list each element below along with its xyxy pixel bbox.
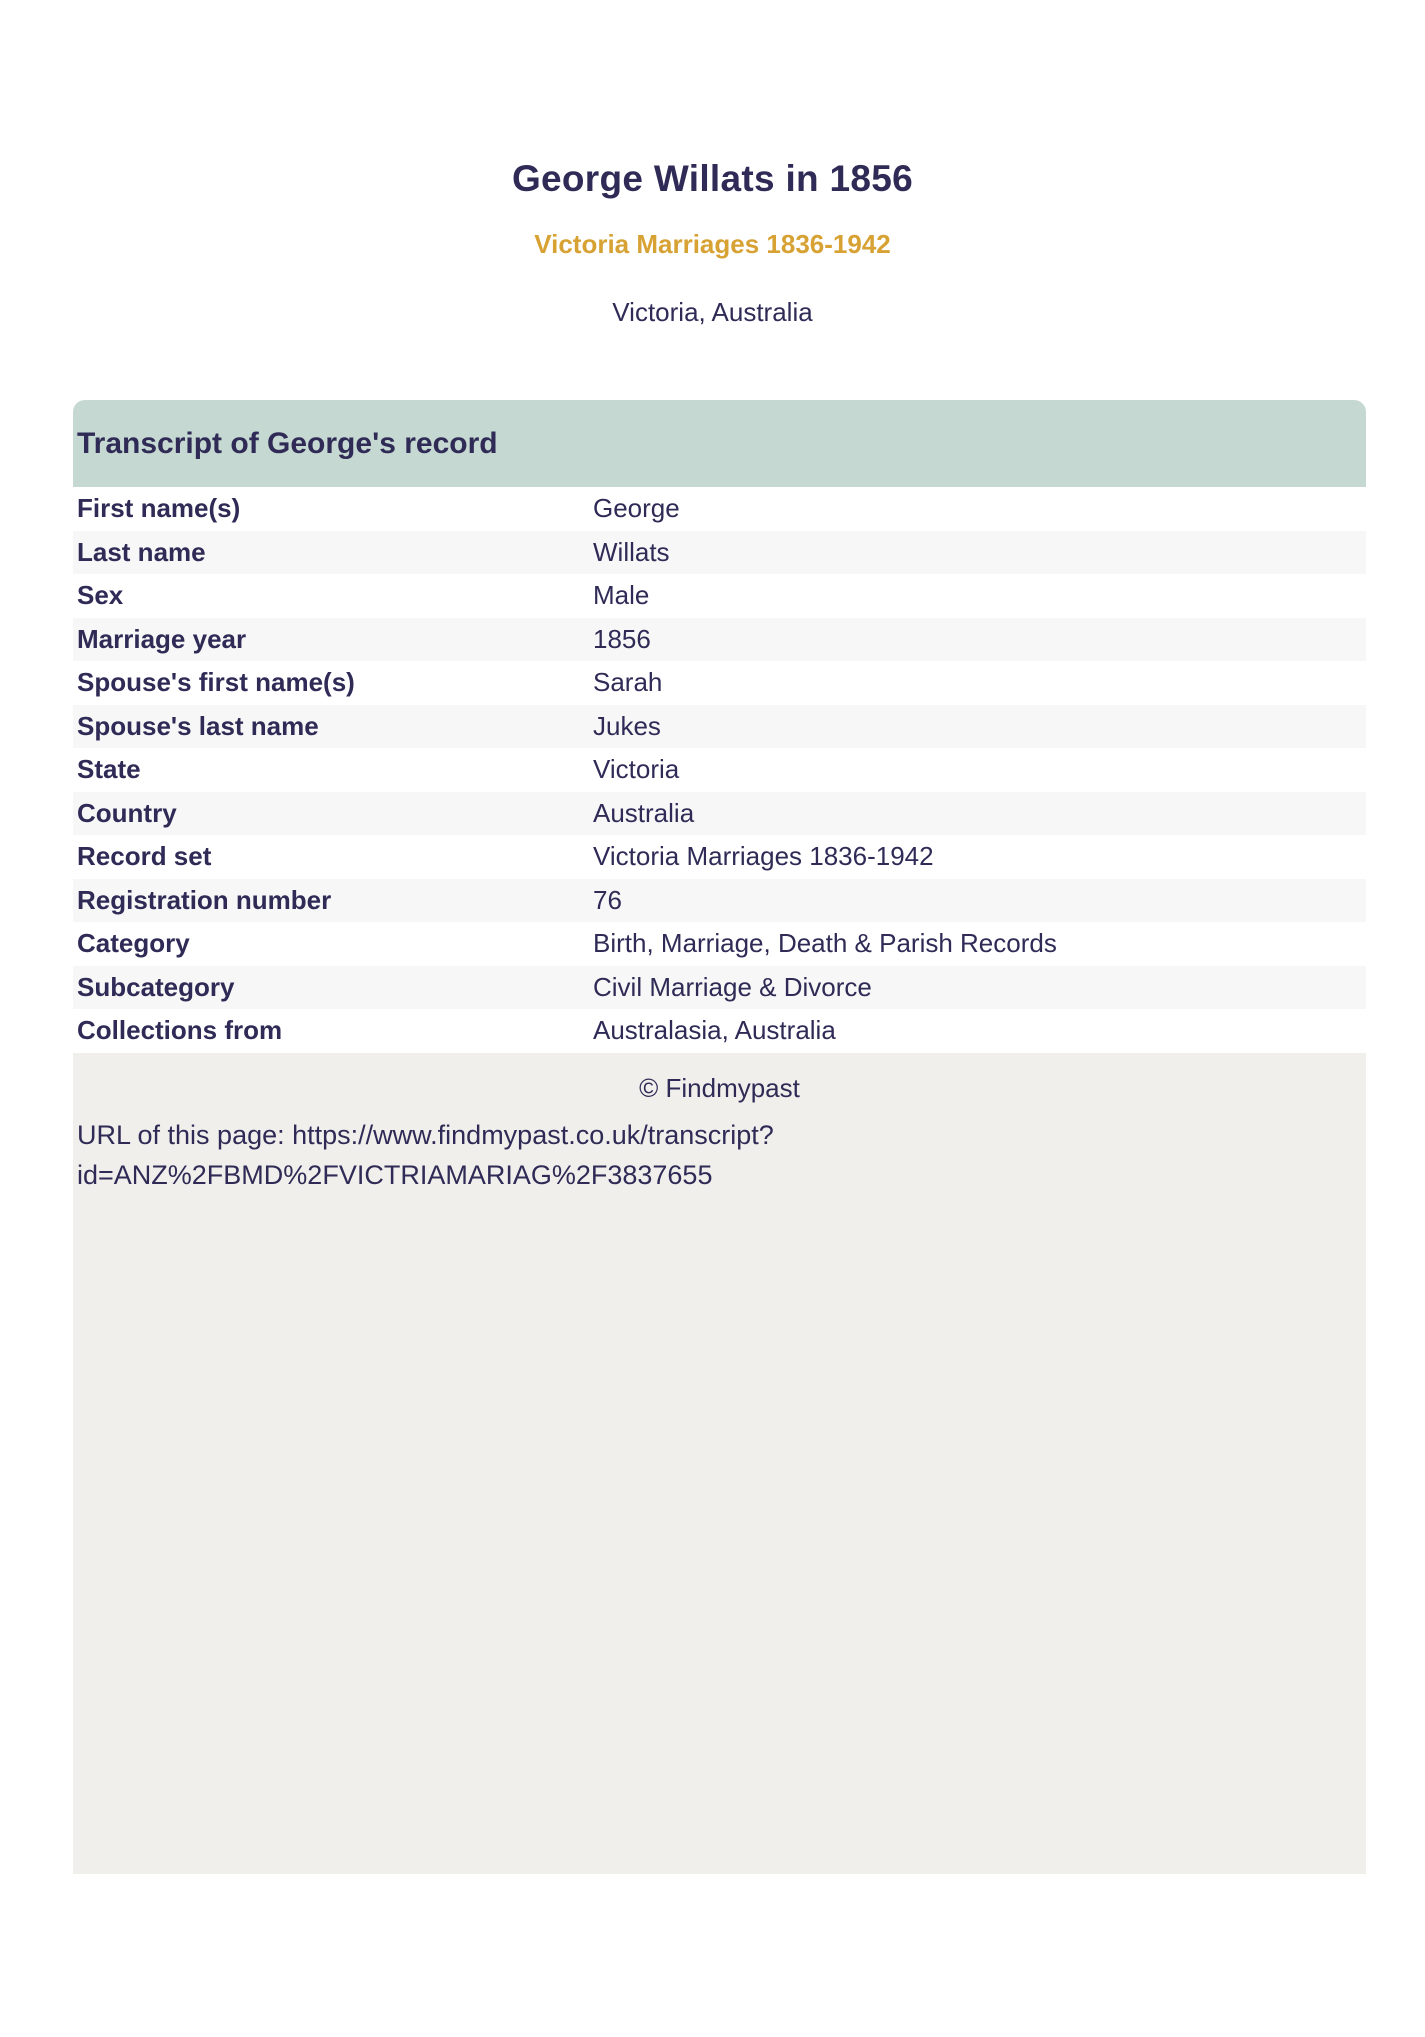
table-row [73, 705, 1366, 749]
record-field-value: George [593, 493, 680, 524]
record-field-label: Subcategory [77, 971, 235, 1002]
record-field-value: 76 [593, 884, 622, 915]
table-row [73, 1009, 1366, 1053]
page-title: George Willats in 1856 [511, 158, 914, 199]
record-set-title: Victoria Marriages 1836-1942 [534, 229, 891, 259]
record-field-value: Birth, Marriage, Death & Parish Records [593, 928, 1057, 959]
page-url-line-1: URL of this page: https://www.findmypast.co.uk/transcript? [77, 1119, 774, 1150]
record-field-label: Category [77, 928, 190, 959]
record-location: Victoria, Australia [612, 297, 813, 327]
record-field-value: Australasia, Australia [593, 1015, 836, 1046]
table-row [73, 487, 1366, 531]
record-field-value: Civil Marriage & Divorce [593, 971, 872, 1002]
record-field-label: Spouse's first name(s) [77, 667, 355, 698]
record-field-value: Sarah [593, 667, 663, 698]
table-row [73, 835, 1366, 879]
table-row [73, 618, 1366, 662]
record-field-value: Jukes [593, 710, 661, 741]
table-row [73, 966, 1366, 1010]
record-field-value: Male [593, 580, 650, 611]
record-field-value: Victoria Marriages 1836-1942 [593, 841, 934, 872]
record-field-label: First name(s) [77, 493, 241, 524]
record-field-value: Willats [593, 536, 670, 567]
footer-block [73, 1053, 1366, 1874]
record-field-value: Australia [593, 797, 695, 828]
record-field-label: State [77, 754, 141, 785]
page-header [0, 0, 1425, 325]
record-field-value: 1856 [593, 623, 651, 654]
record-field-label: Country [77, 797, 177, 828]
transcript-panel [73, 400, 1366, 1874]
record-field-value: Victoria [593, 754, 680, 785]
table-row [73, 922, 1366, 966]
table-row [73, 661, 1366, 705]
record-field-label: Marriage year [77, 623, 247, 654]
table-row [73, 792, 1366, 836]
table-row [73, 531, 1366, 575]
table-row [73, 574, 1366, 618]
record-field-label: Collections from [77, 1015, 283, 1046]
table-row [73, 879, 1366, 923]
transcript-table [73, 487, 1366, 1053]
transcript-section-header: Transcript of George's record [73, 400, 1366, 487]
page-url-text[interactable] [73, 1115, 1366, 1195]
page-url-line-2: id=ANZ%2FBMD%2FVICTRIAMARIAG%2F3837655 [77, 1159, 713, 1190]
record-field-label: Record set [77, 841, 212, 872]
copyright-notice: © Findmypast [639, 1072, 800, 1103]
record-field-label: Registration number [77, 884, 332, 915]
record-field-label: Last name [77, 536, 206, 567]
record-field-label: Spouse's last name [77, 710, 319, 741]
table-row [73, 748, 1366, 792]
record-field-label: Sex [77, 580, 124, 611]
